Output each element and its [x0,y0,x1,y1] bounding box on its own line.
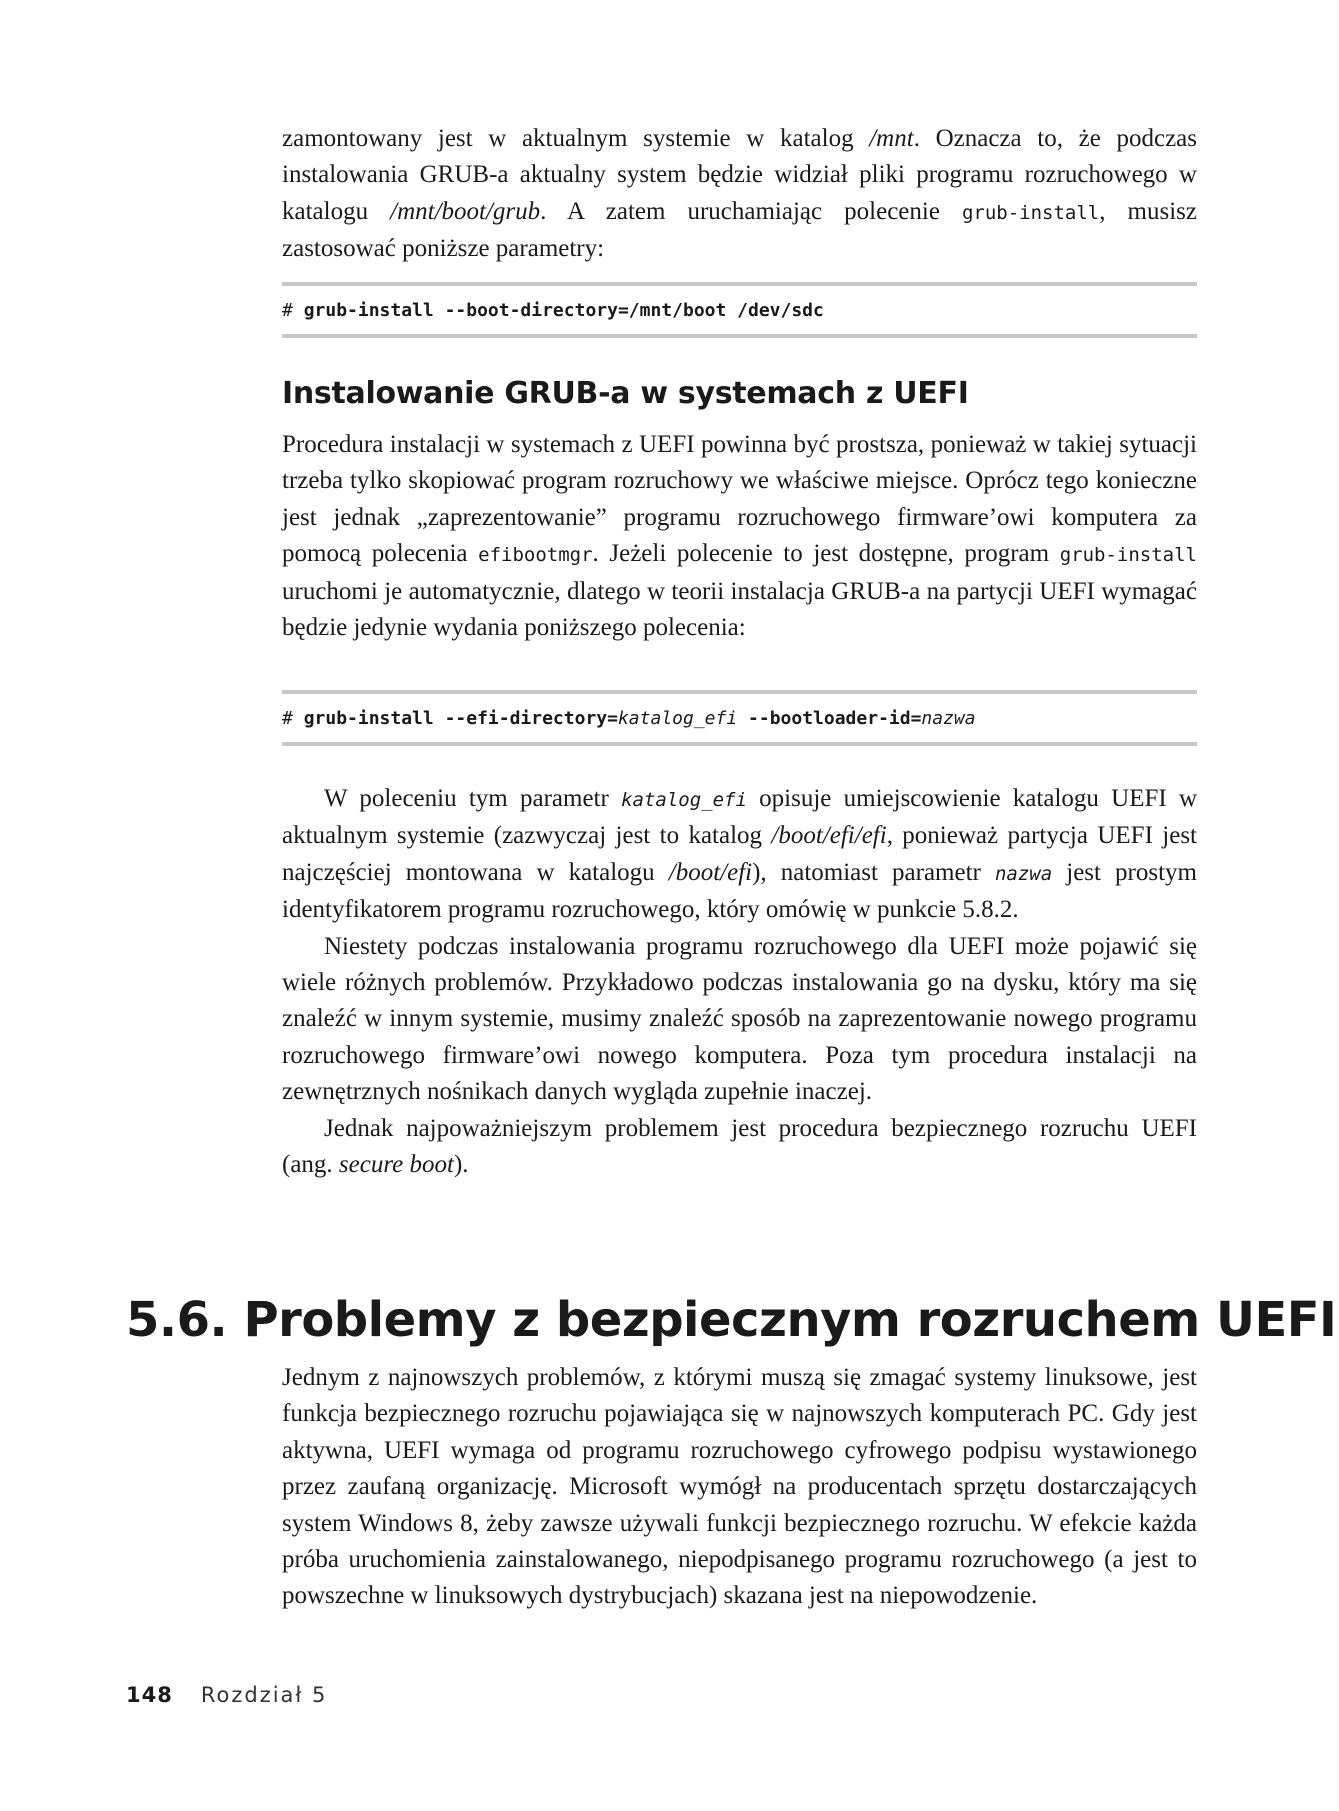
chapter-label: Rozdział 5 [200,1683,328,1707]
code-line: # grub-install --efi-directory=katalog_efi --bootloader-id=nazwa [282,708,976,729]
paragraph-4: Niestety podczas instalowania programu rozruchowego dla UEFI może pojawić się wiele różnych problemów. Przykładowo podczas instalowania go na dysku, który ma się znaleźć w innym systemie, musimy znaleźć sposób na zaprezentowanie nowego programu rozruchowego firmware’owi nowego komputera. Poza tym procedura instalacji na zewnętrznych nośnikach danych wygląda zupełnie inaczej. [282,932,1197,1106]
paragraph-1: zamontowany jest w aktualnym systemie w katalog /mnt. Oznacza to, że podczas instalowania GRUB-a aktualny system będzie widział pliki programu rozruchowego w katalogu /mnt/boot/grub. A zatem uruchamiając polecenie grub-install, musisz zastosować poniższe parametry: [282,125,1197,263]
section-heading: 5.6. Problemy z bezpiecznym rozruchem UEFI [126,1292,1337,1348]
paragraph-intro [282,121,1197,268]
paragraph-2: Procedura instalacji w systemach z UEFI powinna być prostsza, ponieważ w takiej sytuacji trzeba tylko skopiować program rozruchowy we właściwe miejsce. Oprócz tego konieczne jest jednak „zaprezentowanie” programu rozruchowego firmware’owi komputera za pomocą polecenia efibootmgr. Jeżeli polecenie to jest dostępne, program grub-install uruchomi je automatycznie, dlatego w teorii instalacja GRUB-a na partycji UEFI wymagać będzie jedynie wydania poniższego polecenia: [282,431,1197,642]
code-block-efi-directory [282,690,1197,746]
paragraph-5: Jednak najpoważniejszym problemem jest procedura bezpiecznego rozruchu UEFI (ang. secure boot). [282,1114,1197,1179]
paragraph-secure-boot [282,1360,1197,1615]
subheading-uefi-install: Instalowanie GRUB-a w systemach z UEFI [282,376,969,411]
paragraph-group-explanation [282,781,1197,1183]
paragraph-3: W poleceniu tym parametr katalog_efi opisuje umiejscowienie katalogu UEFI w aktualnym systemie (zazwyczaj jest to katalog /boot/efi/efi, ponieważ partycja UEFI jest najczęściej montowana w katalogu /boot/efi), natomiast parametr nazwa jest prostym identyfikatorem programu rozruchowego, który omówię w punkcie 5.8.2. [282,785,1198,924]
paragraph-6: Jednym z najnowszych problemów, z którymi muszą się zmagać systemy linuksowe, jest funkcja bezpiecznego rozruchu pojawiająca się w najnowszych komputerach PC. Gdy jest aktywna, UEFI wymaga od programu rozruchowego cyfrowego podpisu wystawionego przez zaufaną organizację. Microsoft wymógł na producentach sprzętu dostarczających system Windows 8, żeby zawsze używali funkcji bezpiecznego rozruchu. W efekcie każda próba uruchomienia zainstalowanego, niepodpisanego programu rozruchowego (a jest to powszechne w linuksowych dystrybucjach) skazana jest na niepowodzenie. [282,1364,1197,1610]
page-number: 148 [126,1683,173,1707]
page-footer [126,1683,327,1707]
paragraph-uefi [282,427,1197,646]
code-line: # grub-install --boot-directory=/mnt/boot /dev/sdc [282,300,824,321]
code-block-boot-directory [282,282,1197,338]
